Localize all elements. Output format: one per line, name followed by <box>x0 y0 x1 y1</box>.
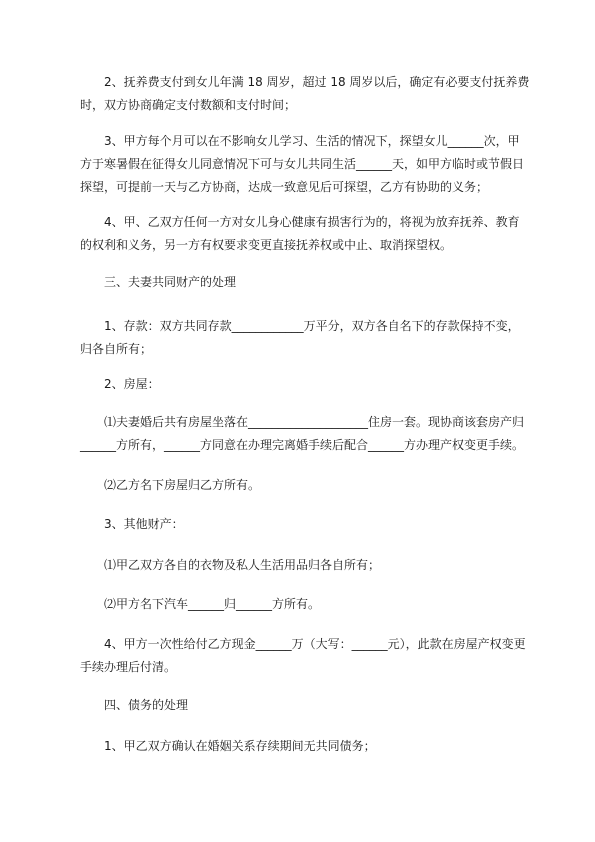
text-line: 1、存款：双方共同存款____________万平分，双方各自名下的存款保持不变， <box>80 319 520 333</box>
paragraph-joint-house <box>80 411 525 457</box>
text-line: 1、甲乙双方确认在婚姻关系存续期间无共同债务； <box>80 739 376 753</box>
text-line: 的权利和义务，另一方有权要求变更直接抚养权或中止、取消探望权。 <box>80 238 453 252</box>
text-line: 手续办理后付清。 <box>80 660 177 674</box>
text-line: 3、其他财产： <box>80 517 184 531</box>
text-line: 归各自所有； <box>80 342 153 356</box>
paragraph-savings <box>80 315 520 361</box>
paragraph-car <box>80 593 520 616</box>
subheading-housing <box>80 373 520 396</box>
paragraph-party-b-house <box>80 474 520 497</box>
text-line: 四、债务的处理 <box>80 698 189 712</box>
paragraph-personal-items <box>80 554 520 577</box>
text-line: 4、甲、乙双方任何一方对女儿身心健康有损害行为的，将视为放弃抚养、教育 <box>80 215 520 229</box>
text-line: ⑵乙方名下房屋归乙方所有。 <box>80 478 261 492</box>
paragraph-no-joint-debts <box>80 735 520 758</box>
text-line: 2、抚养费支付到女儿年满 18 周岁，超过 18 周岁以后，确定有必要支付抚养费 <box>80 75 530 89</box>
text-line: 3、甲方每个月可以在不影响女儿学习、生活的情况下，探望女儿______次，甲 <box>80 134 520 148</box>
text-line: ⑴甲乙双方各自的衣物及私人生活用品归各自所有； <box>80 558 381 572</box>
text-line: ______方所有，______方同意在办理完离婚手续后配合______方办理产权变更手续。 <box>80 438 525 452</box>
section-heading-joint-property <box>80 271 520 294</box>
paragraph-cash-payment <box>80 633 526 679</box>
text-line: ⑴夫妻婚后共有房屋坐落在____________________住房一套。现协商该套房产归 <box>80 415 525 429</box>
text-line: 4、甲方一次性给付乙方现金______万（大写：______元），此款在房屋产权变更 <box>80 637 526 651</box>
section-heading-debts <box>80 694 520 717</box>
text-line: 三、夫妻共同财产的处理 <box>80 275 237 289</box>
text-line: 方于寒暑假在征得女儿同意情况下可与女儿共同生活______天，如甲方临时或节假日 <box>80 157 525 171</box>
paragraph-child-support-duration <box>80 71 530 117</box>
paragraph-visitation <box>80 130 525 199</box>
paragraph-custody-change <box>80 211 520 257</box>
text-line: 时，双方协商确定支付数额和支付时间； <box>80 98 297 112</box>
text-line: ⑵甲方名下汽车______归______方所有。 <box>80 597 321 611</box>
text-line: 探望，可提前一天与乙方协商，达成一致意见后可探望，乙方有协助的义务； <box>80 180 489 194</box>
text-line: 2、房屋： <box>80 377 160 391</box>
subheading-other-property <box>80 513 520 536</box>
